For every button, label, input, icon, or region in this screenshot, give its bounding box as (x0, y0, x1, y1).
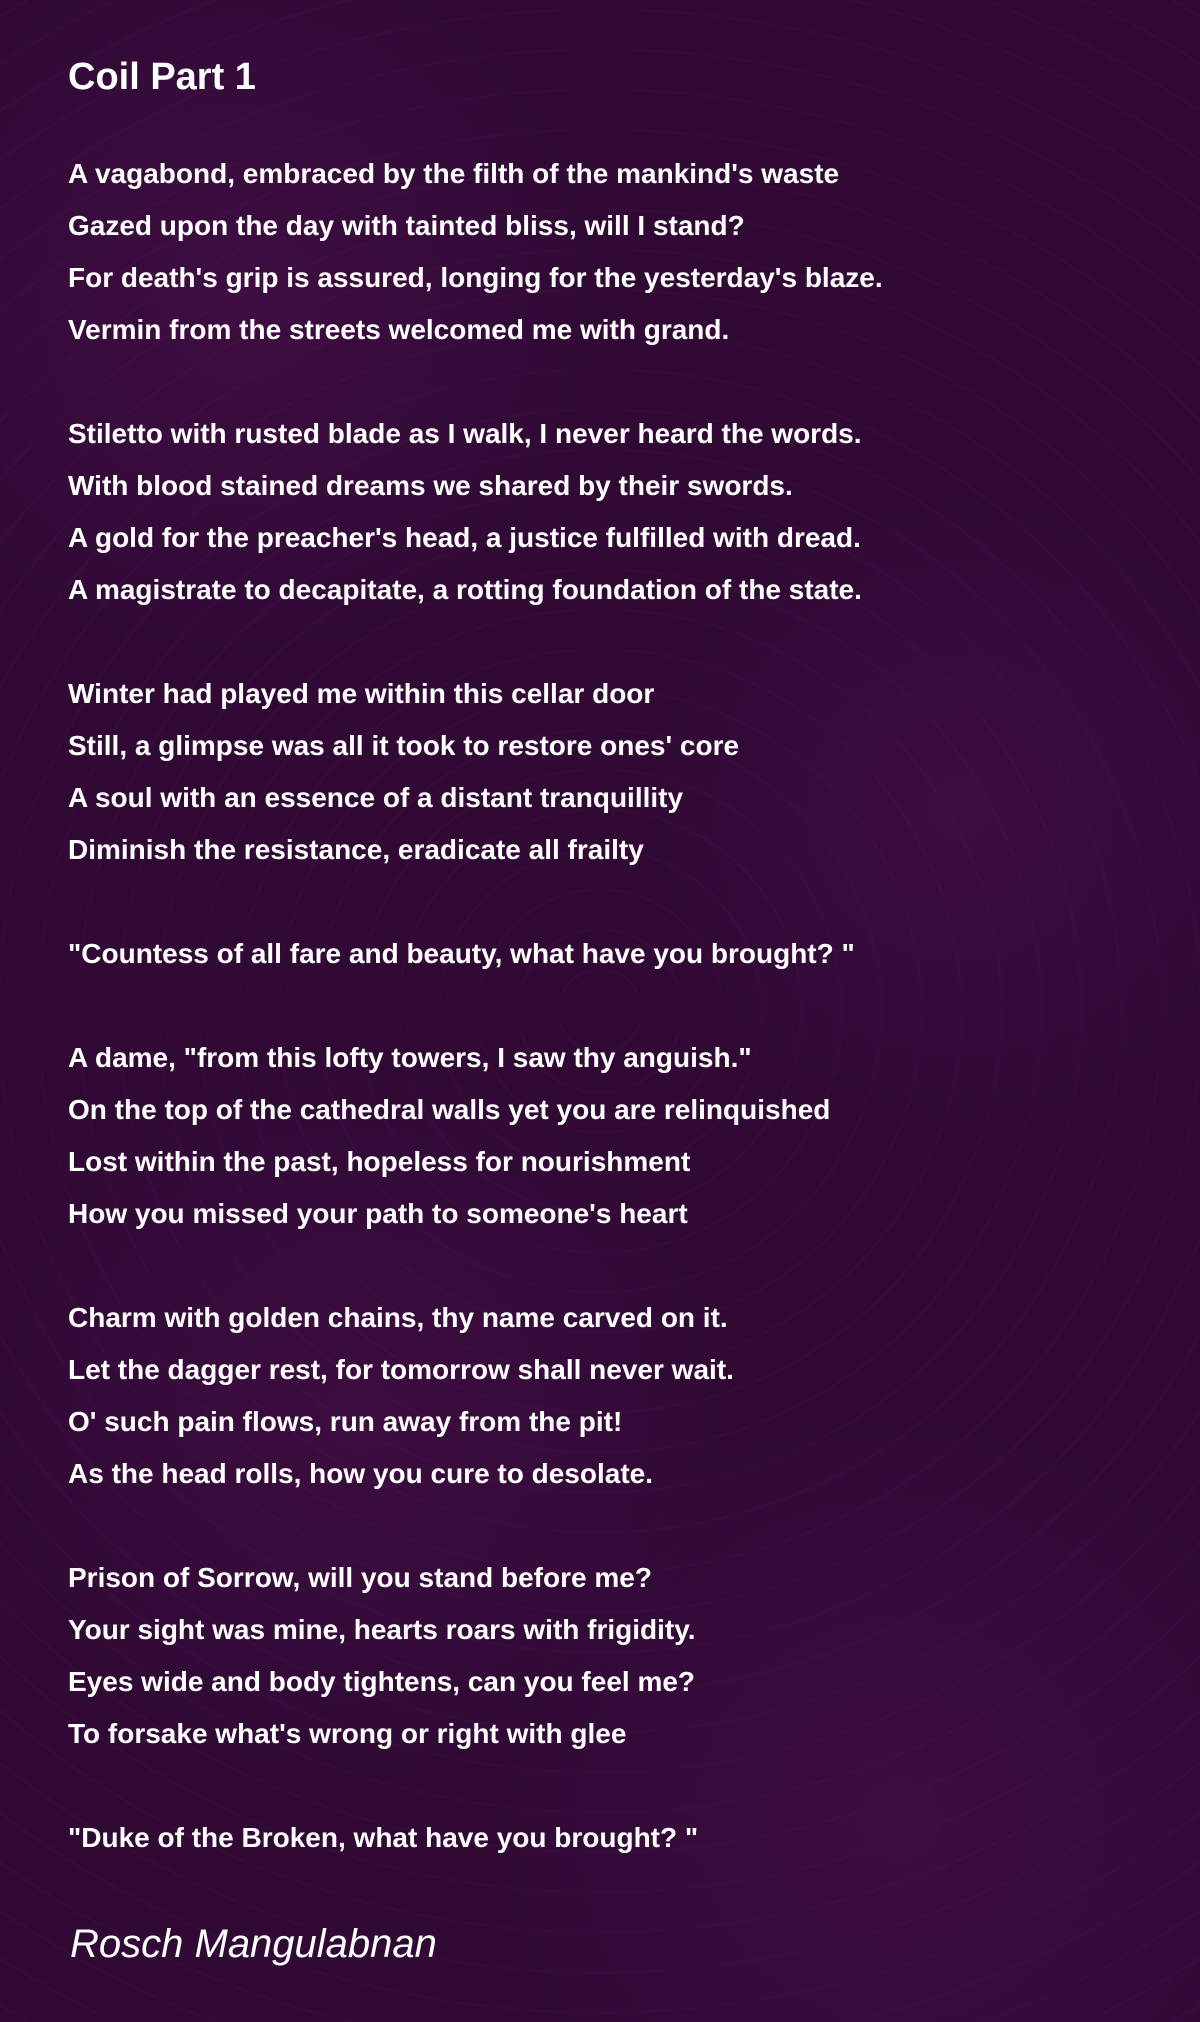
poem-line: A magistrate to decapitate, a rotting foundation of the state. (68, 574, 862, 605)
poem-line: Eyes wide and body tightens, can you feel me? (68, 1666, 696, 1697)
poem-line: Winter had played me within this cellar door (68, 678, 655, 709)
stanza-break (68, 980, 883, 1032)
poem-line: For death's grip is assured, longing for the yesterday's blaze. (68, 262, 883, 293)
poem-line: O' such pain flows, run away from the pit! (68, 1406, 623, 1437)
poem-line: How you missed your path to someone's heart (68, 1198, 688, 1229)
stanza-break (68, 1500, 883, 1552)
poem-body (68, 148, 883, 1864)
poem-line: On the top of the cathedral walls yet you are relinquished (68, 1094, 831, 1125)
poem-line: "Duke of the Broken, what have you brought? " (68, 1822, 699, 1853)
stanza-break (68, 1760, 883, 1812)
poem-line: A dame, "from this lofty towers, I saw thy anguish." (68, 1042, 752, 1073)
poem-line: "Countess of all fare and beauty, what have you brought? " (68, 938, 855, 969)
poem-line: Lost within the past, hopeless for nourishment (68, 1146, 691, 1177)
stanza-break (68, 616, 883, 668)
poem-author: Rosch Mangulabnan (70, 1922, 437, 1966)
poem-title: Coil Part 1 (68, 56, 256, 98)
poem-line: Diminish the resistance, eradicate all frailty (68, 834, 644, 865)
poem-line: Gazed upon the day with tainted bliss, will I stand? (68, 210, 745, 241)
poem-line: As the head rolls, how you cure to desolate. (68, 1458, 654, 1489)
poem-line: Vermin from the streets welcomed me with grand. (68, 314, 730, 345)
stanza-break (68, 356, 883, 408)
poem-line: A vagabond, embraced by the filth of the mankind's waste (68, 158, 840, 189)
stanza-break (68, 876, 883, 928)
poem-line: With blood stained dreams we shared by their swords. (68, 470, 793, 501)
poem-line: Charm with golden chains, thy name carved on it. (68, 1302, 728, 1333)
stanza-break (68, 1240, 883, 1292)
poem-line: Let the dagger rest, for tomorrow shall never wait. (68, 1354, 734, 1385)
poem-line: To forsake what's wrong or right with glee (68, 1718, 627, 1749)
poem-line: Stiletto with rusted blade as I walk, I never heard the words. (68, 418, 862, 449)
poem-line: A gold for the preacher's head, a justice fulfilled with dread. (68, 522, 861, 553)
poem-line: Prison of Sorrow, will you stand before me? (68, 1562, 652, 1593)
poem-line: Your sight was mine, hearts roars with frigidity. (68, 1614, 696, 1645)
poem-line: Still, a glimpse was all it took to restore ones' core (68, 730, 740, 761)
poem-line: A soul with an essence of a distant tranquillity (68, 782, 684, 813)
